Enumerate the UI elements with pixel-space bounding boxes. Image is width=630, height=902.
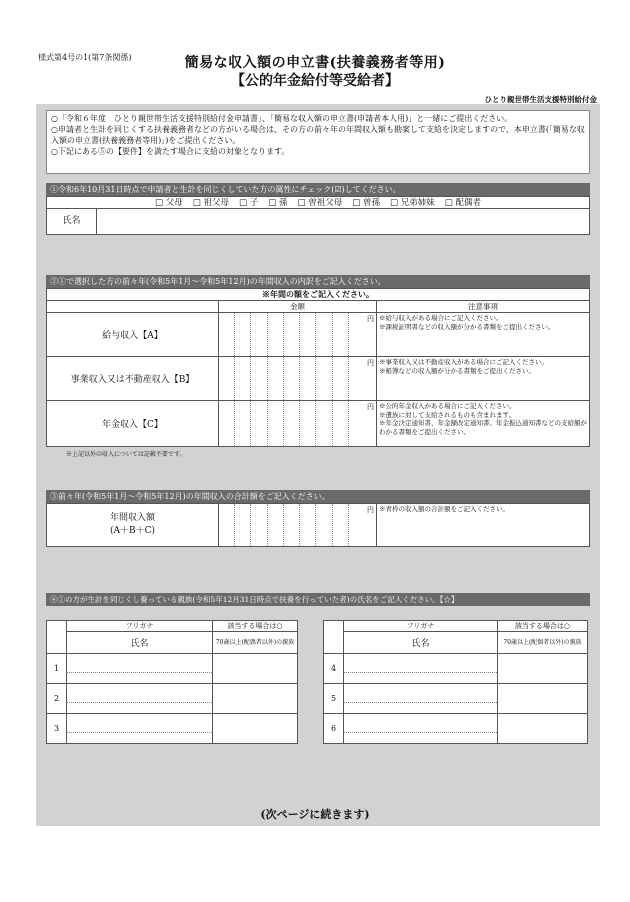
blank-header [47, 301, 219, 313]
business-label: 事業収入又は不動産収入【B】 [47, 357, 219, 401]
note-line: ○申請者と生計を同じくする扶養義務者などの方がいる場合は、その方の前々年の年間収入額も勘案して支給を決定しますので、本申立書(「簡易な収入額の申立書(扶養義務者等用)」)をご提出ください。 [51, 125, 585, 145]
section2 [46, 275, 590, 458]
notes-header: 注意事項 [377, 301, 590, 313]
applicable-field[interactable] [213, 714, 298, 744]
page-title: 簡易な収入額の申立書(扶養義務者等用) [184, 55, 446, 71]
section3-header: ③前々年(令和5年1月～令和5年12月)の年間収入の合計額をご記入ください。 [46, 490, 590, 503]
checkbox-parent[interactable]: □ 父母 [155, 198, 183, 208]
dependent-name-field[interactable] [344, 714, 498, 744]
applicable-field[interactable] [213, 684, 298, 714]
furigana-header: フリガナ [344, 621, 498, 632]
section1-header: ①令和6年10月31日時点で申請者と生計を同じくしていた方の属性にチェック(☑)してください。 [46, 183, 590, 196]
applicable-field[interactable] [213, 654, 298, 684]
row-number: 3 [47, 714, 67, 744]
note-line: ○「令和６年度 ひとり親世帯生活支援特別給付金申請書」、「簡易な収入額の申立書(申請者本人用)」と一緒にご提出ください。 [51, 114, 513, 123]
age-note-header: 70歳以上(配偶者以外)の親族 [213, 632, 298, 654]
dependent-name-field[interactable] [67, 714, 213, 744]
checkbox-sibling[interactable]: □ 兄弟姉妹 [390, 198, 435, 208]
salary-label: 給与収入【A】 [47, 313, 219, 357]
instruction: ※年間の額をご記入ください。 [47, 289, 590, 301]
dependent-name-field[interactable] [67, 684, 213, 714]
form-id: 様式第4号の1(第7条関係) [38, 53, 132, 62]
applicable-field[interactable] [498, 714, 588, 744]
yen-unit: 円 [367, 403, 374, 411]
continued-note: (次ページに続きます) [260, 808, 370, 821]
checkbox-spouse[interactable]: □ 配偶者 [444, 198, 481, 208]
total-label: 年間収入額 (A＋B＋C) [47, 504, 219, 547]
note-line: ○下記にある⑤の【要件】を満たす場合に支給の対象となります。 [51, 147, 290, 156]
salary-amount-field[interactable] [219, 313, 377, 357]
section1 [46, 183, 590, 235]
relation-checkboxes [46, 196, 590, 209]
furigana-header: フリガナ [67, 621, 213, 632]
applicable-field[interactable] [498, 684, 588, 714]
age-note-header: 70歳以上(配偶者以外)の親族 [498, 632, 588, 654]
section3 [46, 490, 590, 547]
dependents-table-right [323, 620, 588, 744]
dependent-name-field[interactable] [67, 654, 213, 684]
checkbox-child[interactable]: □ 子 [239, 198, 259, 208]
name-row [46, 209, 590, 235]
applicable-header: 該当する場合は○ [213, 621, 298, 632]
yen-unit: 円 [367, 315, 374, 323]
name-field[interactable] [97, 209, 589, 234]
row-number: 5 [324, 684, 344, 714]
total-amount-field[interactable] [219, 504, 377, 547]
dependents-table-left [46, 620, 298, 744]
name-label: 氏名 [47, 209, 97, 234]
checkbox-great-grandchild[interactable]: □ 曽孫 [352, 198, 380, 208]
applicable-field[interactable] [498, 654, 588, 684]
business-amount-field[interactable] [219, 357, 377, 401]
yen-unit: 円 [367, 506, 374, 514]
pension-label: 年金収入【C】 [47, 401, 219, 447]
yen-unit: 円 [367, 359, 374, 367]
total-notes: ※青枠の収入額の合計額をご記入ください。 [377, 504, 590, 547]
section4-header: ④①の方が生計を同じくし養っている親族(令和5年12月31日時点で扶養を行っていた者)の氏名をご記入ください。【☆】 [46, 593, 590, 606]
dependent-name-field[interactable] [344, 654, 498, 684]
applicable-header: 該当する場合は○ [498, 621, 588, 632]
name-header: 氏名 [344, 632, 498, 654]
footnote: ※上記以外の収入については記載不要です。 [66, 451, 186, 458]
checkbox-grandchild[interactable]: □ 孫 [268, 198, 288, 208]
business-notes: ※事業収入又は不動産収入がある場合にご記入ください。 ※帳簿などの収入額が分かる書類をご提出ください。 [377, 357, 590, 401]
checkbox-great-grandparent[interactable]: □ 曽祖父母 [297, 198, 343, 208]
section2-header: ②①で選択した方の前々年(令和5年1月～令和5年12月)の年間収入の内訳をご記入ください。 [46, 275, 590, 288]
notes-box [46, 110, 590, 174]
section4 [46, 593, 590, 606]
name-header: 氏名 [67, 632, 213, 654]
amount-header: 金額 [219, 301, 377, 313]
checkbox-grandparent[interactable]: □ 祖父母 [192, 198, 229, 208]
dependent-name-field[interactable] [344, 684, 498, 714]
row-number: 1 [47, 654, 67, 684]
subsidy-name: ひとり親世帯生活支援特別給付金 [484, 95, 597, 104]
row-number: 2 [47, 684, 67, 714]
row-number: 4 [324, 654, 344, 684]
blank-cell [47, 621, 67, 654]
salary-notes: ※給与収入がある場合にご記入ください。 ※課税証明書などの収入額が分かる書類をご提出ください。 [377, 313, 590, 357]
pension-notes: ※公的年金収入がある場合にご記入ください。 ※遺族に対して支給されるものも含まれます。 ※年金決定通知書、年金額改定通知書、年金振込通知書などの支給額がわかる書類をご提出ください。 [377, 401, 590, 447]
pension-amount-field[interactable] [219, 401, 377, 447]
row-number: 6 [324, 714, 344, 744]
blank-cell [324, 621, 344, 654]
page-subtitle: 【公的年金給付等受給者】 [231, 73, 399, 89]
